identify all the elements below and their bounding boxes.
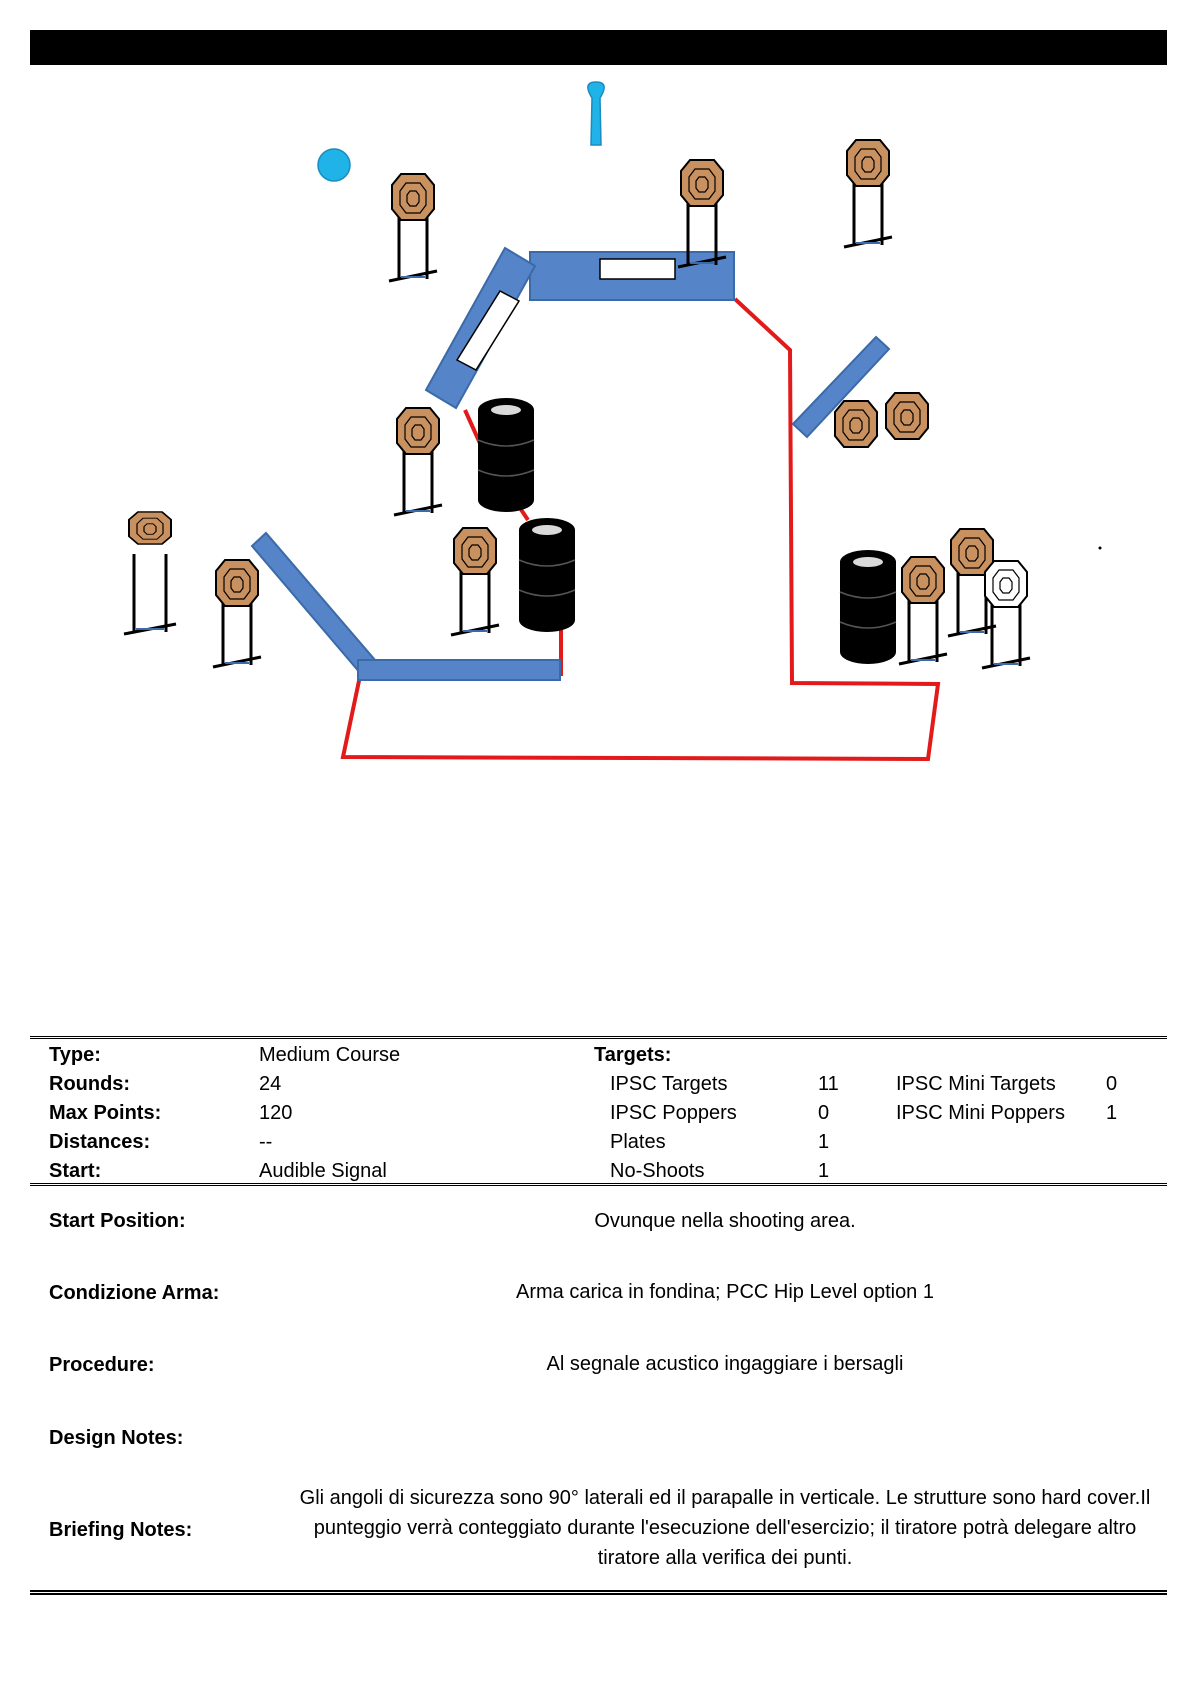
ipsc-target [124, 512, 176, 634]
type-value: Medium Course [259, 1044, 401, 1066]
procedure-value: Al segnale acustico ingaggiare i bersagli [546, 1353, 904, 1375]
ipsc-target [678, 160, 726, 267]
rounds-label: Rounds: [49, 1073, 131, 1095]
ipsc-target [835, 401, 877, 447]
start-label: Start: [49, 1160, 102, 1182]
targets-heading: Targets: [594, 1044, 672, 1066]
ipsc-target [213, 560, 261, 667]
max-points-label: Max Points: [49, 1102, 162, 1124]
ipsc-target [394, 408, 442, 515]
start-position-value: Ovunque nella shooting area. [594, 1210, 856, 1232]
count-label: No-Shoots [610, 1160, 705, 1182]
briefing-notes-label: Briefing Notes: [49, 1519, 193, 1541]
count-label: Plates [610, 1131, 666, 1153]
condition-label: Condizione Arma: [49, 1282, 220, 1304]
max-points-value: 120 [259, 1102, 293, 1124]
distances-value: -- [259, 1131, 273, 1153]
ipsc-target [886, 393, 928, 439]
wall [252, 533, 375, 674]
wall [530, 252, 734, 300]
design-notes-label: Design Notes: [49, 1427, 184, 1449]
mini-count-label: IPSC Mini Poppers [896, 1102, 1065, 1124]
no-shoot-target [982, 561, 1030, 668]
count-label: IPSC Poppers [610, 1102, 737, 1124]
popper [588, 82, 604, 145]
distances-label: Distances: [49, 1131, 151, 1153]
count-value: 1 [818, 1131, 830, 1153]
barrel-stack [840, 550, 896, 664]
wall [358, 660, 560, 680]
rounds-value: 24 [259, 1073, 282, 1095]
mini-count-value: 0 [1106, 1073, 1118, 1095]
ipsc-target [844, 140, 892, 247]
count-value: 1 [818, 1160, 830, 1182]
plate [318, 149, 350, 181]
ipsc-target [899, 557, 947, 664]
stray-dot [1099, 547, 1102, 550]
barrel-stack [519, 518, 575, 632]
start-position-label: Start Position: [49, 1210, 186, 1232]
count-value: 0 [818, 1102, 830, 1124]
mini-count-value: 1 [1106, 1102, 1118, 1124]
stage-info-table [30, 1036, 1167, 1186]
procedure-label: Procedure: [49, 1354, 155, 1376]
condition-value: Arma carica in fondina; PCC Hip Level option 1 [516, 1281, 934, 1303]
wall [426, 248, 535, 408]
count-label: IPSC Targets [610, 1073, 728, 1095]
start-value: Audible Signal [259, 1160, 387, 1182]
type-label: Type: [49, 1044, 101, 1066]
mini-count-label: IPSC Mini Targets [896, 1073, 1056, 1095]
count-value: 11 [818, 1073, 839, 1095]
briefing-notes-value: Gli angoli di sicurezza sono 90° laterali ed il parapalle in verticale. Le strutture sono hard cover.Il punteggio verrà conteggiato durante l'esecuzione dell'esercizio; il tiratore potrà delegare altro tiratore alla verifica dei punti. [299, 1487, 1151, 1569]
bottom-rule [30, 1590, 1167, 1595]
stage-notes [30, 1188, 1167, 1594]
ipsc-target [389, 174, 437, 281]
barrel-stack [478, 398, 534, 512]
ipsc-target [451, 528, 499, 635]
